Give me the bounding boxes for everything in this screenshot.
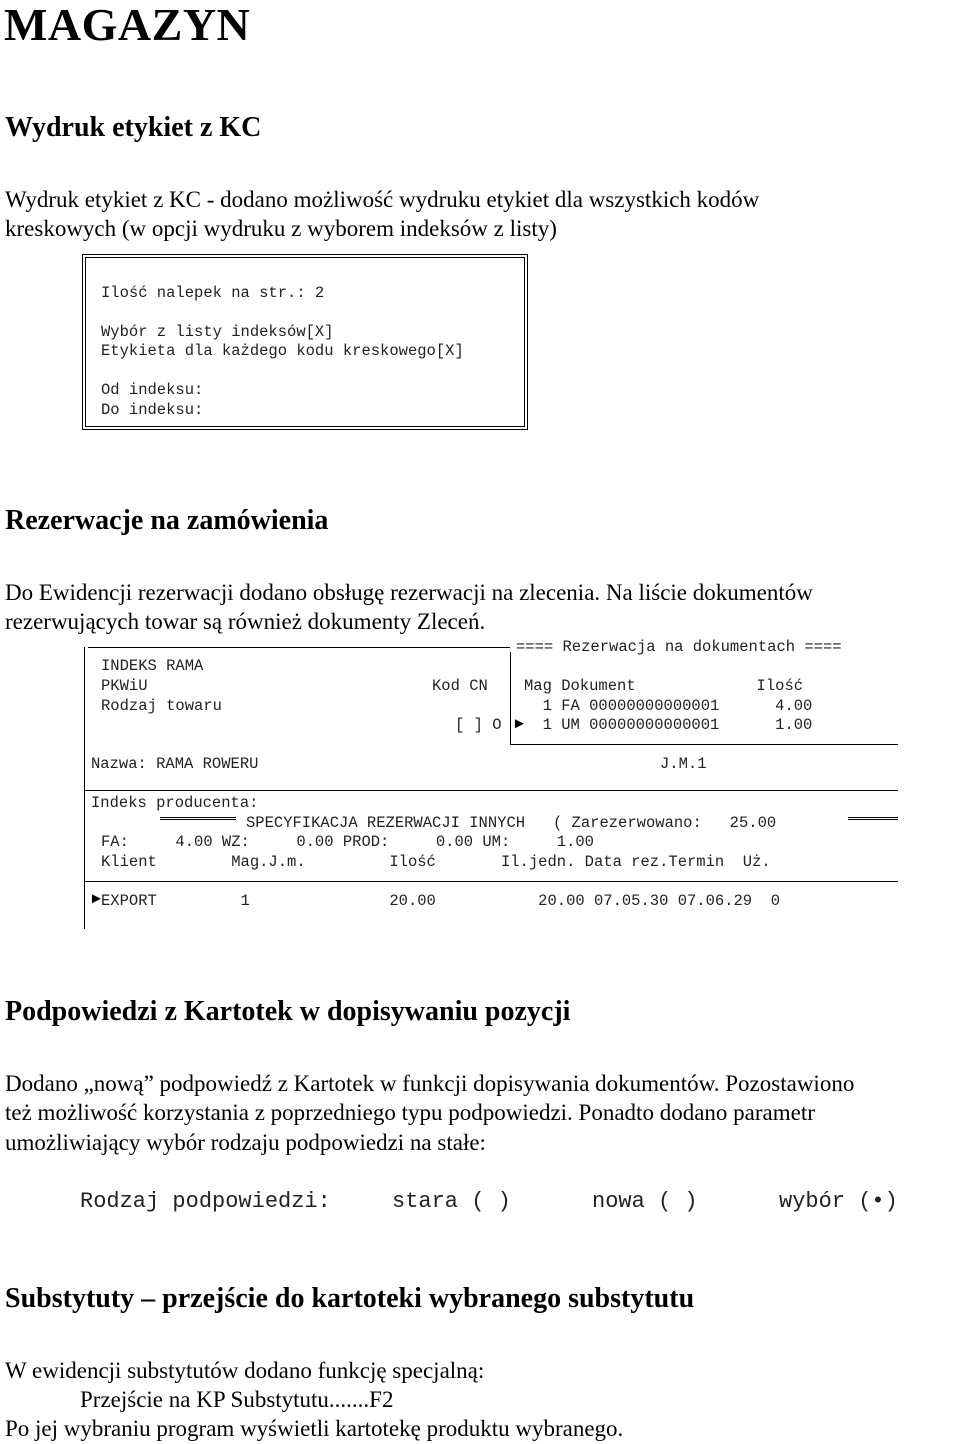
paragraph-line: Wydruk etykiet z KC - dodano możliwość wydruku etykiet dla wszystkich kodów xyxy=(5,187,760,212)
paragraph-line: Dodano „nową” podpowiedź z Kartotek w funkcji dopisywania dokumentów. Pozostawiono xyxy=(5,1071,855,1096)
paragraph-line: umożliwiający wybór rodzaju podpowiedzi na stałe: xyxy=(5,1130,486,1155)
index-value: INDEKS RAMA xyxy=(101,657,204,675)
reservations-table-header: Klient Mag.J.m. Ilość Il.jedn. Data rez.Termin Uż. xyxy=(101,853,771,871)
reservation-table-row[interactable]: EXPORT 1 20.00 20.00 07.05.30 07.06.29 0 xyxy=(101,892,781,910)
frame-line xyxy=(848,817,898,820)
paragraph-line: Do Ewidencji rezerwacji dodano obsługę rezerwacji na zlecenia. Na liście dokumentów xyxy=(5,580,813,605)
hint-type-label: Rodzaj podpowiedzi: xyxy=(80,1189,331,1214)
row-pointer-icon: ► xyxy=(89,891,104,907)
row-pointer-icon: ► xyxy=(512,716,527,732)
paragraph-line: rezerwujących towar są również dokumenty Zleceń. xyxy=(5,609,486,634)
hint-option-new[interactable]: nowa ( ) xyxy=(592,1189,698,1214)
special-function-shortcut: Przejście na KP Substytutu.......F2 xyxy=(80,1387,394,1412)
frame-line xyxy=(510,652,511,744)
frame-line xyxy=(84,790,898,791)
option-checkbox[interactable]: [ ] O xyxy=(455,716,502,734)
producer-index-label: Indeks producenta: xyxy=(91,794,259,812)
select-from-list-checkbox[interactable]: Wybór z listy indeksów[X] xyxy=(101,323,334,341)
reservation-row[interactable]: 1 FA 00000000000001 4.00 xyxy=(524,697,813,715)
frame-line xyxy=(160,817,236,820)
reservation-row-selected[interactable]: 1 UM 00000000000001 1.00 xyxy=(524,716,813,734)
other-reservations-header: SPECYFIKACJA REZERWACJI INNYCH ( Zarezerwowano: 25.00 xyxy=(246,814,777,832)
page-title: MAGAZYN xyxy=(4,0,251,50)
kod-cn-label: Kod CN xyxy=(432,677,488,695)
paragraph-line: W ewidencji substytutów dodano funkcję specjalną: xyxy=(5,1358,485,1383)
product-type-label: Rodzaj towaru xyxy=(101,697,222,715)
reservations-column-headers: Mag Dokument Ilość xyxy=(524,677,804,695)
paragraph-line: Po jej wybraniu program wyświetli kartotekę produktu wybranego. xyxy=(5,1416,624,1441)
labels-per-page-field[interactable]: Ilość nalepek na str.: 2 xyxy=(101,284,325,302)
to-index-field[interactable]: Do indeksu: xyxy=(101,401,204,419)
frame-line xyxy=(510,744,898,745)
section-heading-podpowiedzi: Podpowiedzi z Kartotek w dopisywaniu pozycji xyxy=(5,996,571,1027)
label-per-barcode-checkbox[interactable]: Etykieta dla każdego kodu kreskowego[X] xyxy=(101,342,464,360)
paragraph-line: też możliwość korzystania z poprzedniego typu podpowiedzi. Ponadto dodano parametr xyxy=(5,1100,815,1125)
reservations-panel-title: ==== Rezerwacja na dokumentach ==== xyxy=(516,638,842,656)
frame-line xyxy=(88,647,510,648)
product-name: Nazwa: RAMA ROWERU xyxy=(91,755,259,773)
frame-line xyxy=(84,647,85,929)
hint-option-choice[interactable]: wybór (•) xyxy=(779,1189,898,1214)
document-totals: FA: 4.00 WZ: 0.00 PROD: 0.00 UM: 1.00 xyxy=(101,833,594,851)
section-heading-rezerwacje: Rezerwacje na zamówienia xyxy=(5,505,329,536)
from-index-field[interactable]: Od indeksu: xyxy=(101,381,204,399)
section-heading-substytuty: Substytuty – przejście do kartoteki wybranego substytutu xyxy=(5,1283,695,1314)
hint-option-old[interactable]: stara ( ) xyxy=(392,1189,511,1214)
pkwiu-label: PKWiU xyxy=(101,677,148,695)
frame-line xyxy=(84,881,898,882)
paragraph-line: kreskowych (w opcji wydruku z wyborem indeksów z listy) xyxy=(5,216,557,241)
unit-of-measure: J.M.1 xyxy=(660,755,707,773)
section-heading-wydruk-etykiet: Wydruk etykiet z KC xyxy=(5,112,262,143)
